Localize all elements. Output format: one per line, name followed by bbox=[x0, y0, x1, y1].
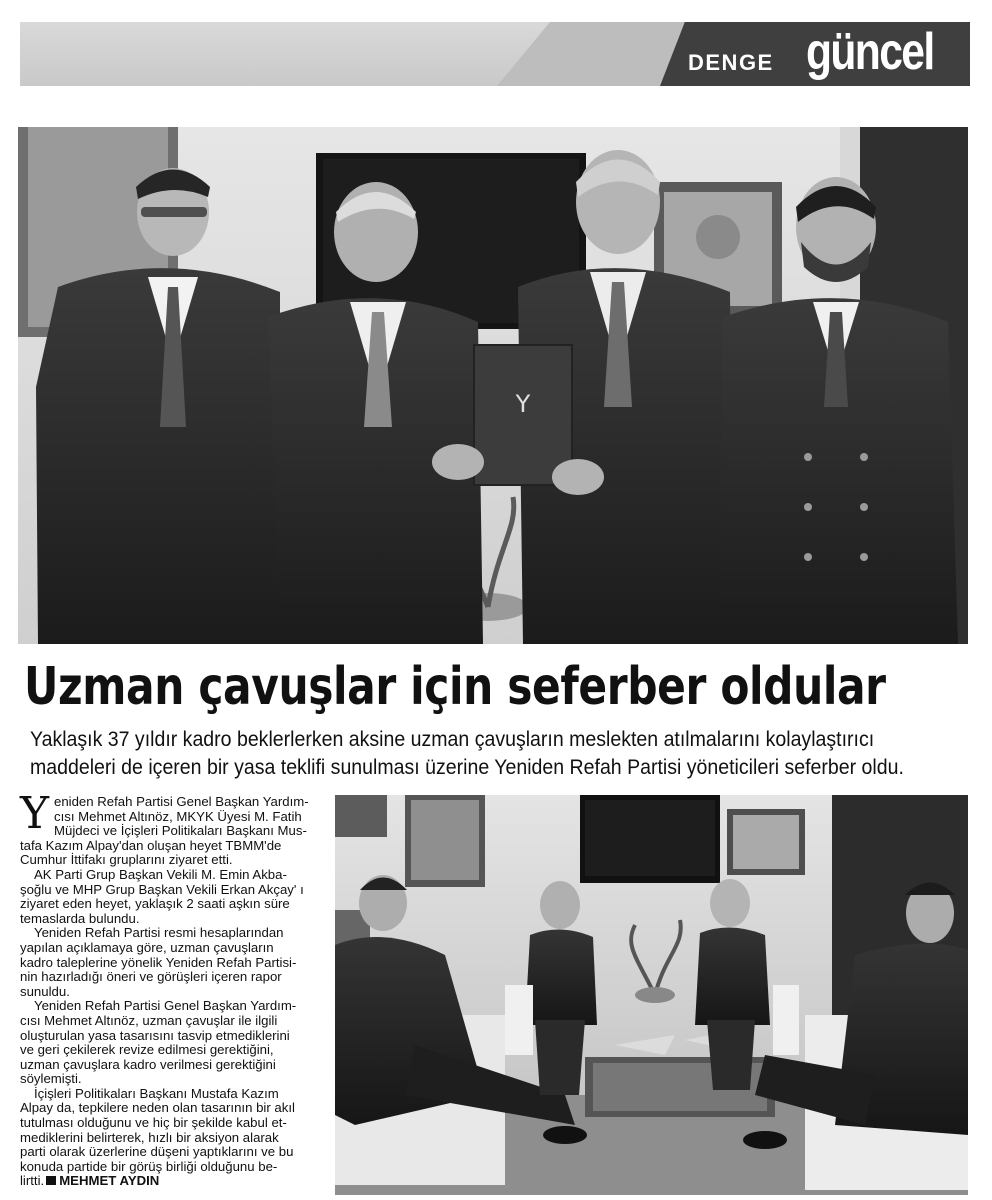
body-line: cısı Mehmet Altınöz, uzman çavuşlar ile ilgili bbox=[20, 1012, 278, 1028]
article-body bbox=[20, 795, 326, 1189]
main-photo bbox=[18, 127, 968, 644]
body-line: Alpay da, tepkilere neden olan tasarının bir akıl bbox=[20, 1100, 295, 1116]
body-line: tutulması olduğunu ve hiç bir şekilde kabul et- bbox=[20, 1115, 287, 1131]
body-line: kadro taleplerine yönelik Yeniden Refah Partisi- bbox=[20, 954, 297, 970]
byline: MEHMET AYDIN bbox=[59, 1173, 160, 1189]
body-line: Yeniden Refah Partisi Genel Başkan Yardım- bbox=[34, 998, 297, 1014]
body-last-line bbox=[20, 1174, 326, 1189]
deck-line: maddeleri de içeren bir yasa teklifi sunulması üzerine Yeniden Refah Partisi yöneticileri seferber oldu. bbox=[30, 756, 904, 779]
drop-cap: Y bbox=[20, 788, 50, 839]
body-line: ziyaret eden heyet, yaklaşık 2 saati aşkın süre bbox=[20, 896, 290, 912]
masthead-light-panel bbox=[20, 22, 550, 86]
body-line: AK Parti Grup Başkan Vekili M. Emin Akba- bbox=[34, 866, 287, 882]
body-line: İçişleri Politikaları Başkanı Mustafa Kazım bbox=[34, 1085, 279, 1101]
body-line: ve geri çekilerek revize edilmesi gerektiğini, bbox=[20, 1042, 274, 1058]
body-line: uzman çavuşlara kadro verilmesi gerektiğini bbox=[20, 1056, 276, 1072]
body-line: Müjdeci ve İçişleri Politikaları Başkanı Mus- bbox=[54, 823, 307, 839]
body-line: şoğlu ve MHP Grup Başkan Vekili Erkan Akçay' ı bbox=[20, 881, 304, 897]
masthead-tagline: AYDIN'I AYDINLATAN GAZETE bbox=[200, 10, 395, 25]
body-line: parti olarak üzerlerine düşeni yaptıklarını ve bu bbox=[20, 1144, 294, 1160]
body-line: temaslarda bulundu. bbox=[20, 910, 140, 926]
body-line: cısı Mehmet Altınöz, MKYK Üyesi M. Fatih bbox=[54, 808, 302, 824]
body-line: Yeniden Refah Partisi resmi hesaplarından bbox=[34, 925, 284, 941]
body-line: sunuldu. bbox=[20, 983, 70, 999]
body-line: nin hazırladığı öneri ve görüşleri içeren rapor bbox=[20, 969, 282, 985]
body-line: mediklerini belirterek, hızlı bir aksiyon alarak bbox=[20, 1129, 279, 1145]
body-line: eniden Refah Partisi Genel Başkan Yardım- bbox=[54, 794, 309, 809]
body-line: söylemişti. bbox=[20, 1071, 82, 1087]
body-line: yapılan açıklamaya göre, uzman çavuşların bbox=[20, 939, 274, 955]
article-deck bbox=[30, 726, 904, 782]
body-line-end: lirtti. bbox=[20, 1173, 45, 1189]
meeting-photo bbox=[335, 795, 968, 1195]
folder-logo: Y bbox=[515, 390, 531, 418]
body-line: tafa Kazım Alpay'dan oluşan heyet TBMM'de bbox=[20, 837, 282, 853]
byline-marker bbox=[46, 1176, 56, 1185]
body-line: Cumhur İttifakı gruplarını ziyaret etti. bbox=[20, 852, 233, 868]
section-name: güncel bbox=[806, 23, 934, 81]
deck-line: Yaklaşık 37 yıldır kadro beklerlerken aksine uzman çavuşların meslekten atılmalarını kolaylaştırıcı bbox=[30, 728, 875, 751]
section-prefix: DENGE bbox=[688, 50, 774, 75]
article-headline: Uzman çavuşlar için seferber oldular bbox=[24, 657, 886, 717]
body-line: oluşturulan yasa tasarısını tasvip etmediklerini bbox=[20, 1027, 290, 1043]
body-line: konuda partide bir görüş birliği olduğunu be- bbox=[20, 1158, 278, 1174]
